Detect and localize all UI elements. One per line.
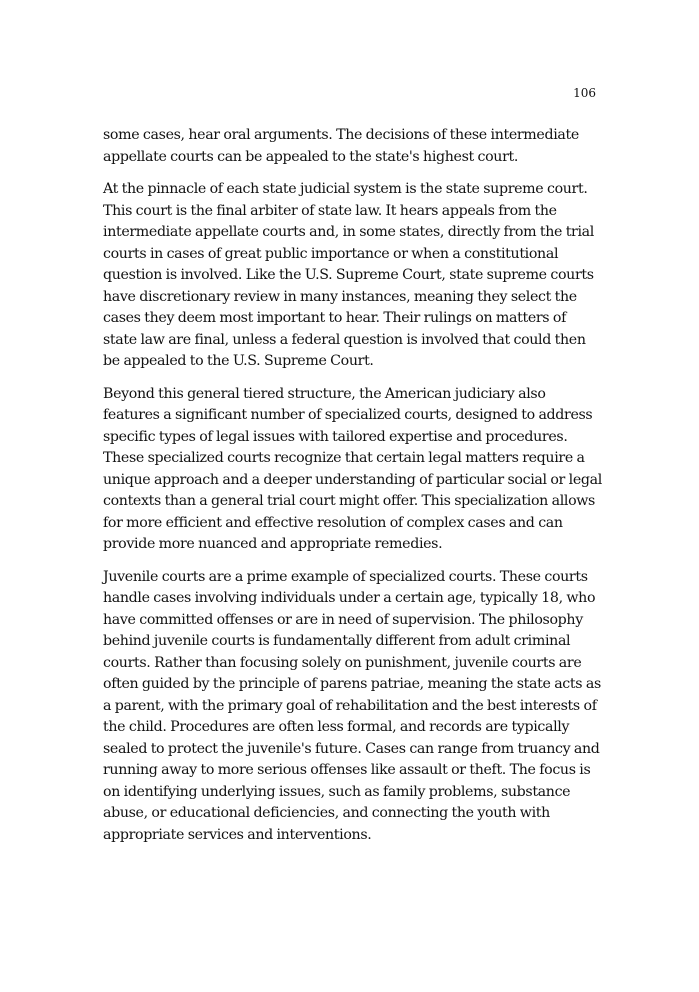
paragraph-3: Beyond this general tiered structure, the American judiciary also features a significant number of specialized courts, designed to address specific types of legal issues with tailored expertise and procedures. These specialized courts recognize that certain legal matters require a unique approach and a deeper understanding of particular social or legal contexts than a general trial court might offer. This specialization allows for more efficient and effective resolution of complex cases and can provide more nuanced and appropriate remedies. [103,385,602,552]
body-text [103,125,603,857]
page-number: 106 [573,86,596,100]
paragraph-1: some cases, hear oral arguments. The decisions of these intermediate appellate courts can be appealed to the state's highest court. [103,127,579,165]
paragraph-4: Juvenile courts are a prime example of specialized courts. These courts handle cases involving individuals under a certain age, typically 18, who have committed offenses or are in need of supervision. The philosophy behind juvenile courts is fundamentally different from adult criminal courts. Rather than focusing solely on punishment, juvenile courts are often guided by the principle of parens patriae, meaning the state acts as a parent, with the primary goal of rehabilitation and the best interests of the child. Procedures are often less formal, and records are typically sealed to protect the juvenile's future. Cases can range from truancy and running away to more serious offenses like assault or theft. The focus is on identifying underlying issues, such as family problems, substance abuse, or educational deficiencies, and connecting the youth with appropriate services and interventions. [103,568,601,843]
paragraph-2: At the pinnacle of each state judicial system is the state supreme court. This court is the final arbiter of state law. It hears appeals from the intermediate appellate courts and, in some states, directly from the trial courts in cases of great public importance or when a constitutional question is involved. Like the U.S. Supreme Court, state supreme courts have discretionary review in many instances, meaning they select the cases they deem most important to hear. Their rulings on matters of state law are final, unless a federal question is involved that could then be appealed to the U.S. Supreme Court. [103,181,594,369]
